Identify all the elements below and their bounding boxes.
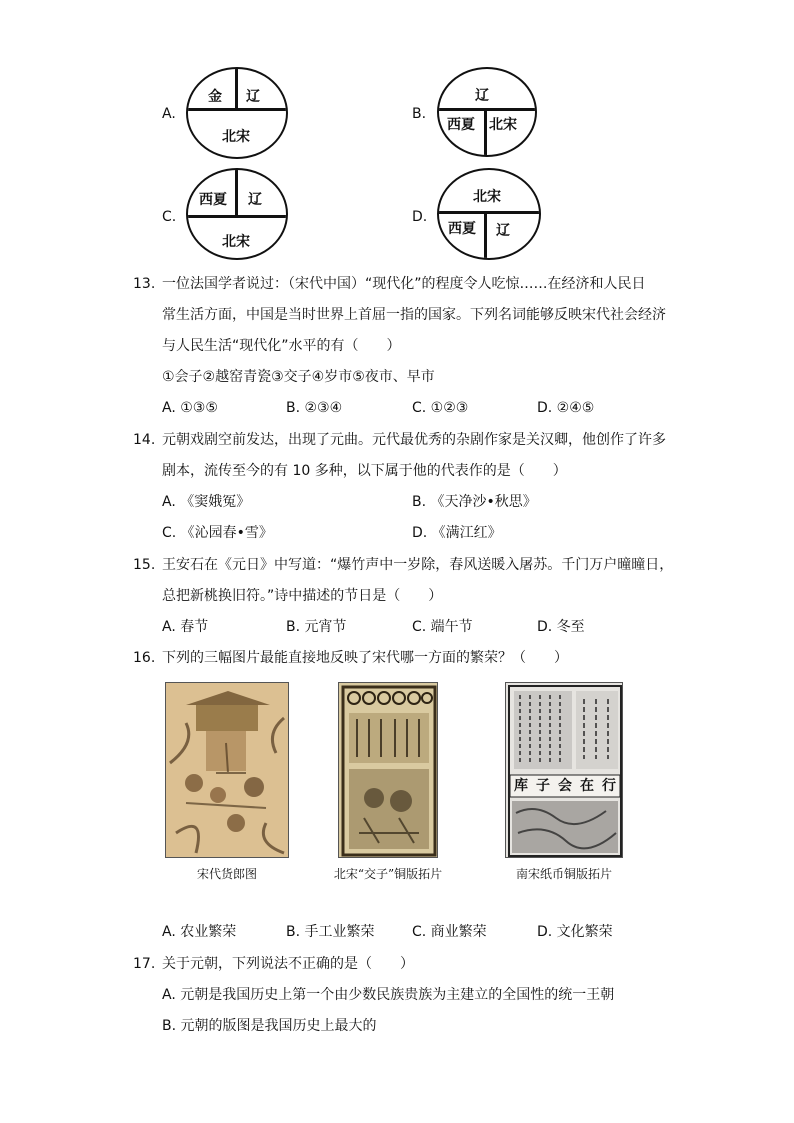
question-stem: 常生活方面，中国是当时世界上首屈一指的国家。下列名词能够反映宋代社会经济: [162, 307, 666, 323]
region-label: 辽: [475, 88, 489, 104]
answer-option[interactable]: C. 端午节: [412, 619, 473, 635]
region-label: 西夏: [447, 117, 475, 133]
banknote-char: 子: [536, 778, 550, 794]
banknote-char: 行: [602, 778, 616, 794]
question-items: ①会子②越窑青瓷③交子④岁市⑤夜市、早市: [162, 369, 435, 385]
map-diagram-a: [186, 67, 288, 159]
question-stem: 王安石在《元日》中写道：“爆竹声中一岁除，春风送暖入屠苏。千门万户曈曈日，: [162, 557, 674, 573]
banknote-char: 在: [580, 778, 594, 794]
question-stem: 一位法国学者说过：（宋代中国）“现代化”的程度令人吃惊……在经济和人民日: [162, 276, 646, 292]
question-stem: 剧本，流传至今的有 10 多种，以下属于他的代表作的是（ ）: [162, 463, 567, 479]
answer-option[interactable]: C. 商业繁荣: [412, 924, 487, 940]
option-letter-b: B.: [412, 106, 427, 122]
map-diagram-d: [437, 168, 541, 260]
banknote-char: 库: [514, 778, 528, 794]
peddler-painting-illustration: [166, 683, 289, 858]
jiaozi-print-image: [338, 682, 438, 858]
question-number: 14.: [133, 432, 156, 448]
image-caption: 北宋“交子”铜版拓片: [333, 867, 443, 881]
question-stem: 与人民生活“现代化”水平的有（ ）: [162, 338, 401, 354]
option-letter-d: D.: [412, 209, 428, 225]
region-label: 辽: [246, 89, 260, 105]
banknote-char: 会: [558, 778, 572, 794]
answer-option[interactable]: C. ①②③: [412, 400, 469, 416]
answer-option[interactable]: B. 手工业繁荣: [286, 924, 375, 940]
answer-option[interactable]: B. 《天净沙•秋思》: [412, 494, 537, 510]
image-caption: 南宋纸币铜版拓片: [515, 867, 612, 881]
region-label: 北宋: [222, 234, 250, 250]
answer-option[interactable]: B. 元宵节: [286, 619, 347, 635]
banknote-inscription: [514, 777, 616, 795]
answer-option[interactable]: B. 元朝的版图是我国历史上最大的: [162, 1018, 377, 1034]
jiaozi-print-illustration: [339, 683, 438, 858]
region-label: 辽: [496, 223, 510, 239]
answer-option[interactable]: A. ①③⑤: [162, 400, 218, 416]
region-label: 辽: [248, 192, 262, 208]
answer-option[interactable]: A. 春节: [162, 619, 209, 635]
region-label: 北宋: [473, 189, 501, 205]
question-stem: 下列的三幅图片最能直接地反映了宋代哪一方面的繁荣？（ ）: [162, 650, 568, 666]
question-number: 15.: [133, 557, 156, 573]
region-label: 北宋: [489, 117, 517, 133]
southern-song-banknote-image: [505, 682, 623, 858]
region-label: 北宋: [222, 129, 250, 145]
answer-option[interactable]: B. ②③④: [286, 400, 343, 416]
answer-option[interactable]: A. 元朝是我国历史上第一个由少数民族贵族为主建立的全国性的统一王朝: [162, 987, 615, 1003]
question-stem: 关于元朝，下列说法不正确的是（ ）: [162, 956, 414, 972]
question-number: 13.: [133, 276, 156, 292]
answer-option[interactable]: A. 农业繁荣: [162, 924, 237, 940]
map-diagram-c: [186, 168, 288, 260]
question-stem: 总把新桃换旧符。”诗中描述的节日是（ ）: [162, 588, 443, 604]
question-number: 17.: [133, 956, 156, 972]
region-label: 西夏: [199, 192, 227, 208]
answer-option[interactable]: C. 《沁园春•雪》: [162, 525, 273, 541]
answer-option[interactable]: D. ②④⑤: [537, 400, 595, 416]
region-label: 金: [208, 89, 222, 105]
question-number: 16.: [133, 650, 156, 666]
banknote-print-illustration: [506, 683, 623, 858]
region-label: 西夏: [448, 221, 476, 237]
answer-option[interactable]: D. 《满江红》: [412, 525, 502, 541]
answer-option[interactable]: D. 冬至: [537, 619, 585, 635]
answer-option[interactable]: D. 文化繁荣: [537, 924, 613, 940]
question-stem: 元朝戏剧空前发达，出现了元曲。元代最优秀的杂剧作家是关汉卿，他创作了许多: [162, 432, 666, 448]
image-caption: 宋代货郎图: [196, 867, 257, 881]
peddler-painting-image: [165, 682, 289, 858]
answer-option[interactable]: A. 《窦娥冤》: [162, 494, 251, 510]
option-letter-a: A.: [162, 106, 176, 122]
map-diagram-b: [437, 67, 537, 157]
option-letter-c: C.: [162, 209, 177, 225]
